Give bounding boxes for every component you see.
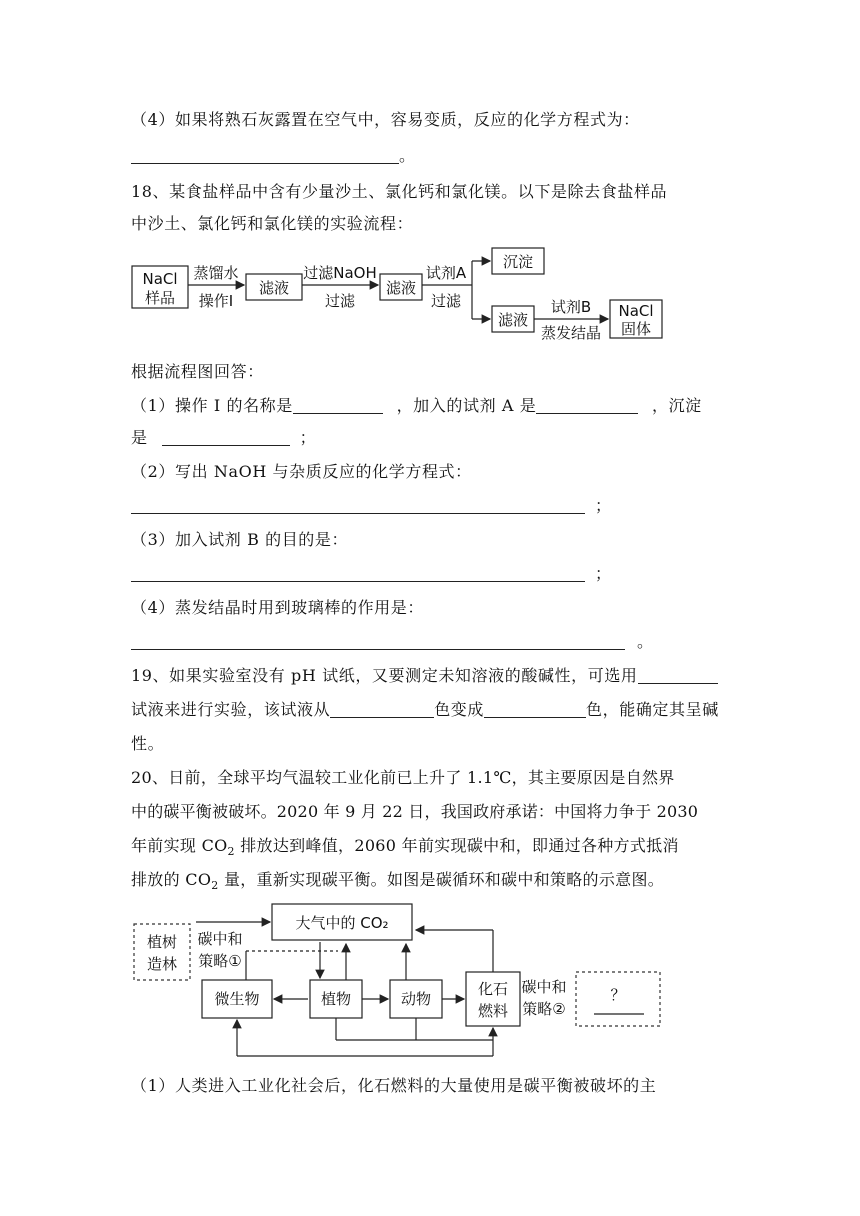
- precipitate-blank[interactable]: [162, 427, 290, 446]
- reagent-a-blank[interactable]: [536, 395, 638, 414]
- flow-step3-bot: 过滤: [430, 292, 462, 310]
- op1-name-blank[interactable]: [293, 395, 383, 414]
- answer-blank[interactable]: [131, 145, 399, 164]
- atmosphere-label: 大气中的 CO₂: [295, 914, 389, 932]
- q19-line2: 试液来进行实验，该试液从 色变成 色，能确定其呈碱: [131, 700, 719, 719]
- flow-step4-top: 试剂B: [550, 298, 592, 316]
- equation-blank[interactable]: [131, 495, 585, 514]
- purpose-blank[interactable]: [131, 563, 585, 582]
- fossil-2: 燃料: [477, 1002, 509, 1020]
- indicator-blank[interactable]: [638, 665, 718, 684]
- flow-start-2: 样品: [144, 289, 176, 307]
- unknown-label: ？: [610, 986, 626, 1004]
- forest-2: 造林: [146, 955, 178, 973]
- q20-line1: 20、日前，全球平均气温较工业化前已上升了 1.1℃，其主要原因是自然界: [131, 768, 675, 787]
- q18-part4-text: （4）蒸发结晶时用到玻璃棒的作用是：: [131, 598, 424, 617]
- q18-part2-text: （2）写出 NaOH 与杂质反应的化学方程式：: [131, 462, 472, 481]
- flow-step1-top: 蒸馏水: [193, 264, 239, 282]
- q18-intro-2: 中沙土、氯化钙和氯化镁的实验流程：: [131, 214, 414, 233]
- flow-step4-bot: 蒸发结晶: [540, 324, 602, 342]
- flow-end-2: 固体: [620, 320, 652, 338]
- q18-part1-line1: （1）操作 I 的名称是 ，加入的试剂 A 是 ，沉淀: [131, 396, 702, 415]
- forest-1: 植树: [146, 933, 178, 951]
- q20-line3: 年前实现 $CO_2$ 排放达到峰值，2060 年前实现碳中和，即通过各种方式抵消: [131, 836, 679, 859]
- flow-filtrate1: 滤液: [258, 279, 290, 297]
- plant-label: 植物: [320, 990, 352, 1008]
- flow-filtrate3: 滤液: [497, 311, 529, 329]
- q18-part3-text: （3）加入试剂 B 的目的是：: [131, 530, 349, 549]
- strategy2-2: 策略②: [522, 1000, 566, 1018]
- flow-step2-top: 过滤NaOH: [303, 264, 377, 282]
- glass-rod-blank[interactable]: [131, 631, 625, 650]
- q20-line2: 中的碳平衡被破坏。2020 年 9 月 22 日，我国政府承诺：中国将力争于 2030: [131, 802, 699, 821]
- color-to-blank[interactable]: [484, 699, 586, 718]
- q17-4-text: （4）如果将熟石灰露置在空气中，容易变质，反应的化学方程式为：: [131, 110, 640, 129]
- q18-flowchart: [128, 244, 688, 344]
- flow-end-1: NaCl: [618, 302, 654, 320]
- animal-label: 动物: [400, 990, 432, 1008]
- q18-answer-prompt: 根据流程图回答：: [131, 362, 264, 381]
- q18-part2-answer: ；: [131, 494, 612, 518]
- flow-step2-bot: 过滤: [324, 292, 356, 310]
- microbe-label: 微生物: [214, 990, 260, 1008]
- q19-line3: 性。: [131, 734, 165, 753]
- fossil-1: 化石: [477, 980, 509, 998]
- flow-precipitate: 沉淀: [502, 253, 534, 271]
- q20-line4: 排放的 $CO_2$ 量，重新实现碳平衡。如图是碳循环和碳中和策略的示意图。: [131, 870, 665, 893]
- flow-step1-bot: 操作I: [198, 292, 234, 310]
- q17-4-answer-line: 。: [131, 144, 416, 168]
- flow-filtrate2: 滤液: [385, 279, 417, 297]
- strategy1-2: 策略①: [198, 952, 242, 970]
- q18-part1-line2: 是 ；: [131, 428, 317, 447]
- flow-start-1: NaCl: [142, 270, 178, 288]
- q19-line1: 19、如果实验室没有 pH 试纸，又要测定未知溶液的酸碱性，可选用: [131, 664, 718, 688]
- q20-part1-text: （1）人类进入工业化社会后，化石燃料的大量使用是碳平衡被破坏的主: [131, 1076, 657, 1095]
- q18-part3-answer: ；: [131, 562, 612, 586]
- q20-carbon-cycle-diagram: [128, 900, 668, 1060]
- strategy2-1: 碳中和: [521, 978, 567, 996]
- q18-part4-answer: 。: [131, 630, 654, 654]
- strategy1-1: 碳中和: [197, 930, 243, 948]
- flow-step3-top: 试剂A: [425, 264, 467, 282]
- q18-intro-1: 18、某食盐样品中含有少量沙土、氯化钙和氯化镁。以下是除去食盐样品: [131, 182, 668, 201]
- color-from-blank[interactable]: [330, 699, 434, 718]
